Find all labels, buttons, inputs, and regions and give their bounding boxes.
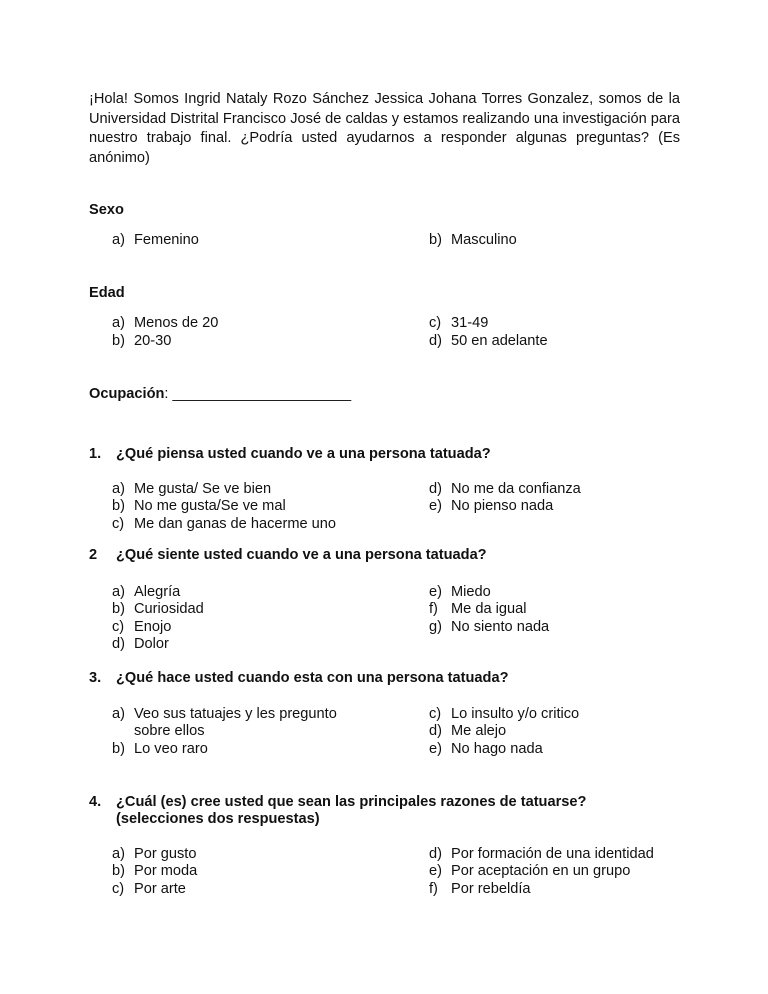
q3-option-e: e) No hago nada	[429, 741, 543, 757]
q4-option-d: d) Por formación de una identidad	[429, 846, 654, 862]
sexo-heading: Sexo	[89, 202, 124, 218]
q3-option-a: a) Veo sus tatuajes y les pregunto	[112, 706, 337, 722]
q3-option-d: d) Me alejo	[429, 723, 507, 739]
q4-option-c: c) Por arte	[112, 881, 186, 897]
q3-option-c: c) Lo insulto y/o critico	[429, 706, 580, 722]
q2-option-d: d) Dolor	[112, 636, 169, 652]
q1-option-b: b) No me gusta/Se ve mal	[112, 498, 286, 514]
q2-option-f: f) Me da igual	[429, 601, 527, 617]
ocupacion-field: Ocupación: ______________________	[89, 386, 352, 402]
question-1: 1. ¿Qué piensa usted cuando ve a una persona tatuada?	[89, 446, 491, 462]
q3-option-a-continued: sobre ellos	[134, 723, 205, 739]
sexo-option-b: b) Masculino	[429, 232, 517, 248]
edad-option-a: a) Menos de 20	[112, 315, 219, 331]
q2-option-e: e) Miedo	[429, 584, 491, 600]
q1-option-c: c) Me dan ganas de hacerme uno	[112, 516, 337, 532]
edad-option-c: c) 31-49	[429, 315, 489, 331]
edad-option-b: b) 20-30	[112, 333, 172, 349]
question-4: 4. ¿Cuál (es) cree usted que sean las principales razones de tatuarse?	[89, 794, 587, 810]
q2-option-b: b) Curiosidad	[112, 601, 204, 617]
q4-option-b: b) Por moda	[112, 863, 198, 879]
sexo-option-a: a) Femenino	[112, 232, 199, 248]
q1-option-a: a) Me gusta/ Se ve bien	[112, 481, 272, 497]
q4-option-f: f) Por rebeldía	[429, 881, 531, 897]
q1-option-e: e) No pienso nada	[429, 498, 554, 514]
edad-heading: Edad	[89, 285, 125, 301]
question-2: 2 ¿Qué siente usted cuando ve a una persona tatuada?	[89, 547, 487, 563]
intro-paragraph: ¡Hola! Somos Ingrid Nataly Rozo Sánchez Jessica Johana Torres Gonzalez, somos de la Universidad Distrital Francisco José de caldas y estamos realizando una investigación para nuestro trabajo final. ¿Podría usted ayudarnos a responder algunas preguntas? (Es anónimo)	[89, 91, 680, 166]
q1-option-d: d) No me da confianza	[429, 481, 581, 497]
q2-option-a: a) Alegría	[112, 584, 181, 600]
q3-option-b: b) Lo veo raro	[112, 741, 208, 757]
q4-option-e: e) Por aceptación en un grupo	[429, 863, 631, 879]
q2-option-g: g) No siento nada	[429, 619, 550, 635]
q4-option-a: a) Por gusto	[112, 846, 197, 862]
edad-option-d: d) 50 en adelante	[429, 333, 548, 349]
question-3: 3. ¿Qué hace usted cuando esta con una persona tatuada?	[89, 670, 509, 686]
question-4-note: (selecciones dos respuestas)	[116, 811, 320, 827]
q2-option-c: c) Enojo	[112, 619, 172, 635]
